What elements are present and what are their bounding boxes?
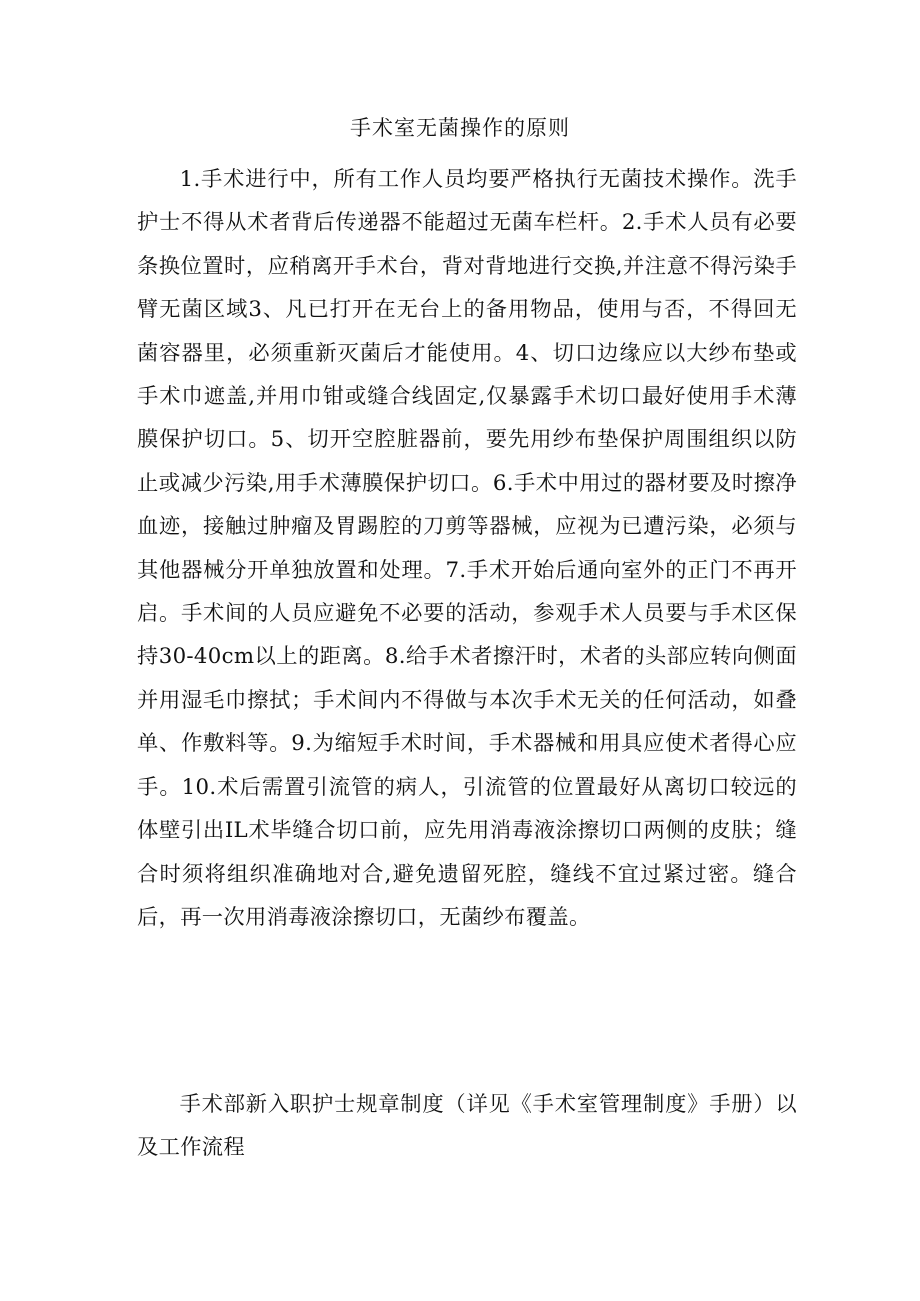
paragraph-aseptic-principles: 1.手术进行中，所有工作人员均要严格执行无菌技术操作。洗手护士不得从术者背后传递器不能超过无菌车栏杆。2.手术人员有必要条换位置时，应稍离开手术台，背对背地进行交换,并注意不得污染手臂无菌区域3、凡已打开在无台上的备用物品，使用与否，不得回无菌容器里，必须重新灭菌后才能使用。4、切口边缘应以大纱布垫或手术巾遮盖,并用巾钳或缝合线固定,仅暴露手术切口最好使用手术薄膜保护切口。5、切开空腔脏器前，要先用纱布垫保护周围组织以防止或减少污染,用手术薄膜保护切口。6.手术中用过的器材要及时擦净血迹，接触过肿瘤及胃踢腔的刀剪等器械，应视为已遭污染，必须与其他器械分开单独放置和处理。7.手术开始后通向室外的正门不再开启。手术间的人员应避免不必要的活动，参观手术人员要与手术区保持30-40cm以上的距离。8.给手术者擦汗时，术者的头部应转向侧面并用湿毛巾擦拭；手术间内不得做与本次手术无关的任何活动，如叠单、作敷料等。9.为缩短手术时间，手术器械和用具应使术者得心应手。10.术后需置引流管的病人，引流管的位置最好从离切口较远的体壁引出IL术毕缝合切口前，应先用消毒液涂擦切口两侧的皮肤；缝合时须将组织准确地对合,避免遗留死腔，缝线不宜过紧过密。缝合后，再一次用消毒液涂擦切口，无菌纱布覆盖。 (137, 167, 797, 930)
paragraph-new-nurse-rules: 手术部新入职护士规章制度（详见《手术室管理制度》手册）以及工作流程 (137, 1092, 797, 1161)
document-title: 手术室无菌操作的原则 (350, 116, 570, 140)
